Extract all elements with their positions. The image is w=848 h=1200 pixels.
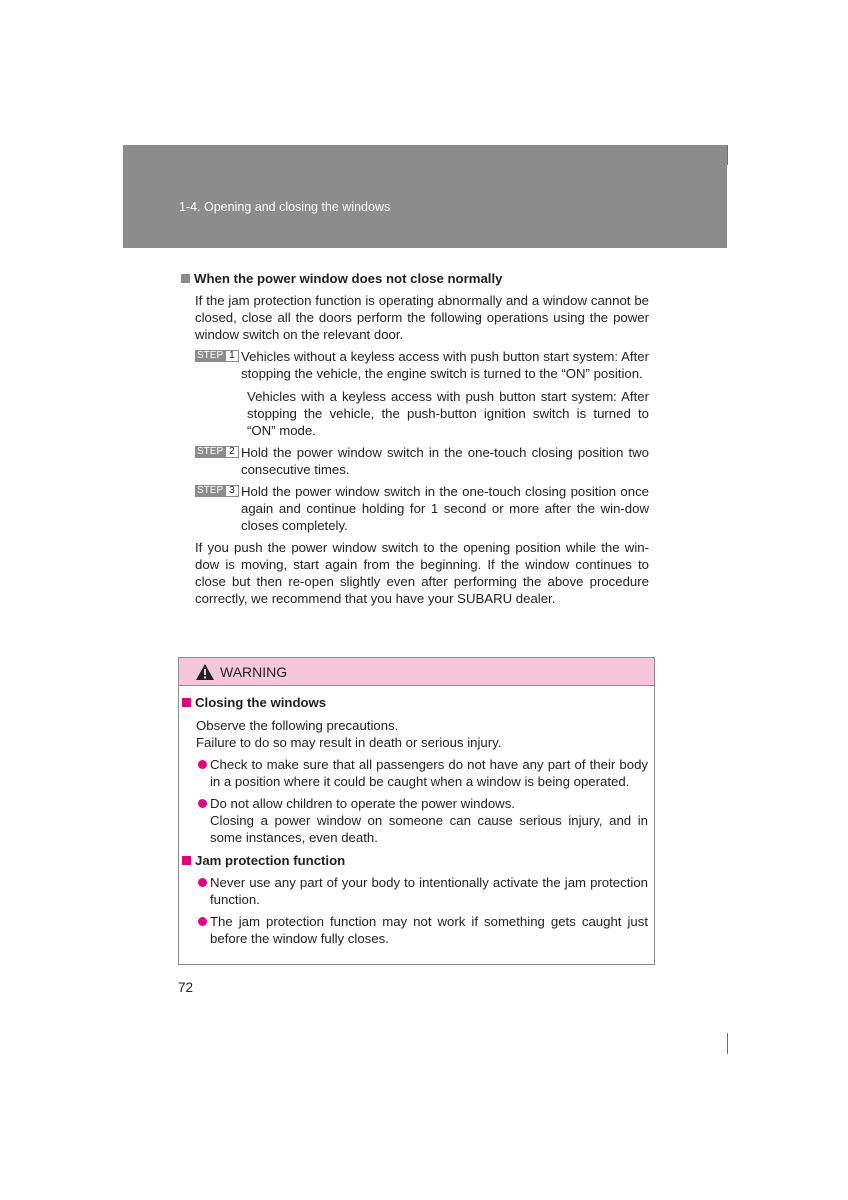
intro-paragraph: If the jam protection function is operating abnormally and a window cannot be closed, close all the doors perform the following operations using the power window switch on the relevant door.	[195, 293, 649, 342]
warning-bullet-text: Never use any part of your body to intentionally activate the jam protection function.	[210, 875, 648, 907]
step-number: 2	[225, 446, 239, 458]
crop-mark-top	[727, 145, 728, 165]
step-label: STEP	[197, 485, 224, 496]
section-title: 1-4. Opening and closing the windows	[179, 200, 391, 214]
warning-body	[179, 686, 654, 947]
warning-bullet-text: Check to make sure that all passengers do not have any part of their body in a position where it could be caught when a window is being operated.	[210, 757, 648, 789]
warning-bullet	[196, 795, 648, 846]
crop-mark-bottom	[727, 1033, 728, 1054]
warning-bullet-body	[210, 795, 648, 846]
warning-line: Observe the following precautions.	[196, 718, 399, 733]
step-badge	[195, 348, 241, 382]
step-1-subtext: Vehicles with a keyless access with push button start system: After stopping the vehicle, the push-button ignition switch is turned to “ON” mode.	[247, 389, 649, 438]
circle-bullet-icon	[198, 878, 207, 887]
square-bullet-icon	[182, 856, 191, 865]
warning-group-heading	[182, 694, 648, 711]
step-label: STEP	[197, 350, 224, 361]
main-content	[181, 270, 651, 607]
step-number: 3	[225, 485, 239, 497]
step-badge	[195, 483, 241, 534]
warning-label: WARNING	[220, 663, 288, 680]
warning-bullet-text: The jam protection function may not work if something gets caught just before the window fully closes.	[210, 914, 648, 946]
warning-group-heading-text: Closing the windows	[195, 695, 327, 710]
square-bullet-icon	[182, 698, 191, 707]
warning-bullet	[196, 756, 648, 790]
step-2	[195, 444, 649, 478]
section-heading-text: When the power window does not close normally	[194, 271, 503, 286]
step-label: STEP	[197, 446, 224, 457]
warning-line: Failure to do so may result in death or serious injury.	[196, 735, 502, 750]
step-3	[195, 483, 649, 534]
warning-box	[178, 657, 655, 965]
warning-bullet-extra: Closing a power window on someone can cause serious injury, and in some instances, even death.	[210, 813, 648, 845]
warning-header	[179, 658, 654, 686]
closing-paragraph: If you push the power window switch to the opening position while the win-dow is moving, start again from the beginning. If the window continues to close but then re-open slightly even after performing the above procedure correctly, we recommend that you have your SUBARU dealer.	[195, 540, 649, 606]
warning-bullet-text: Do not allow children to operate the power windows.	[210, 796, 515, 811]
step-badge	[195, 444, 241, 478]
square-bullet-icon	[181, 274, 190, 283]
circle-bullet-icon	[198, 760, 207, 769]
warning-group-heading-text: Jam protection function	[195, 853, 346, 868]
section-header-band	[123, 145, 727, 248]
step-number: 1	[225, 350, 239, 362]
step-text: Vehicles without a keyless access with push button start system: After stopping the vehicle, the engine switch is turned to the “ON” position.	[241, 349, 649, 381]
section-heading	[181, 270, 651, 287]
warning-triangle-icon	[195, 663, 215, 681]
warning-bullet	[196, 874, 648, 908]
warning-group-heading	[182, 852, 648, 869]
circle-bullet-icon	[198, 799, 207, 808]
page-number: 72	[178, 980, 194, 995]
step-1	[195, 348, 649, 382]
step-text: Hold the power window switch in the one-touch closing position two consecutive times.	[241, 445, 649, 477]
step-text: Hold the power window switch in the one-touch closing position once again and continue holding for 1 second or more after the win-dow closes completely.	[241, 484, 649, 533]
warning-bullet	[196, 913, 648, 947]
circle-bullet-icon	[198, 917, 207, 926]
